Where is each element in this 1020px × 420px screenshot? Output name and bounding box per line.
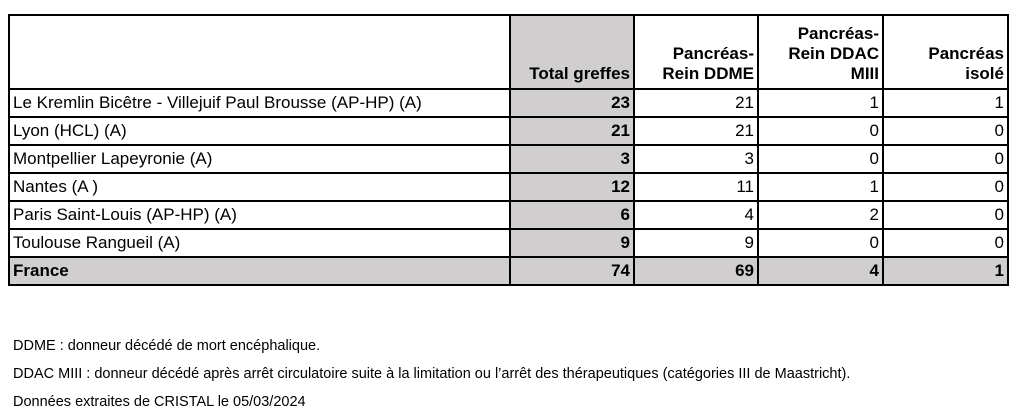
row-total-greffes: 6: [510, 201, 634, 229]
header-pancreas-rein-ddac: [758, 15, 883, 89]
table-row: [9, 229, 1008, 257]
row-pr-ddme: 4: [634, 201, 758, 229]
header-pr-ddac-line1: Pancréas-: [797, 24, 879, 43]
transplant-table: [8, 14, 1009, 286]
row-total-greffes: 21: [510, 117, 634, 145]
header-pr-ddme-line1: Pancréas-: [672, 44, 754, 63]
total-row-total-greffes: 74: [510, 257, 634, 285]
row-pancreas-isole: 0: [883, 201, 1008, 229]
header-total-greffes: Total greffes: [510, 15, 634, 89]
table-row: [9, 145, 1008, 173]
row-center-name: Paris Saint-Louis (AP-HP) (A): [9, 201, 510, 229]
row-pr-ddac: 0: [758, 229, 883, 257]
row-pr-ddac: 1: [758, 173, 883, 201]
row-center-name: Montpellier Lapeyronie (A): [9, 145, 510, 173]
header-pr-ddac-line2: Rein DDAC: [788, 44, 879, 63]
row-center-name: Nantes (A ): [9, 173, 510, 201]
total-row-pr-ddme: 69: [634, 257, 758, 285]
table-row: [9, 117, 1008, 145]
row-center-name: Lyon (HCL) (A): [9, 117, 510, 145]
total-row-pancreas-isole: 1: [883, 257, 1008, 285]
table-row: [9, 89, 1008, 117]
row-pr-ddac: 0: [758, 145, 883, 173]
row-pr-ddme: 21: [634, 117, 758, 145]
row-total-greffes: 12: [510, 173, 634, 201]
table-row: [9, 201, 1008, 229]
row-total-greffes: 23: [510, 89, 634, 117]
note-ddme: DDME : donneur décédé de mort encéphalique.: [13, 338, 321, 354]
row-pr-ddme: 3: [634, 145, 758, 173]
header-pr-ddme-line2: Rein DDME: [662, 64, 754, 83]
row-pancreas-isole: 0: [883, 229, 1008, 257]
row-pr-ddac: 2: [758, 201, 883, 229]
header-pancreas-rein-ddme: [634, 15, 758, 89]
row-pr-ddme: 21: [634, 89, 758, 117]
total-row-pr-ddac: 4: [758, 257, 883, 285]
row-center-name: Toulouse Rangueil (A): [9, 229, 510, 257]
header-pr-ddac-line3: MIII: [850, 64, 879, 83]
row-total-greffes: 3: [510, 145, 634, 173]
note-ddac: DDAC MIII : donneur décédé après arrêt circulatoire suite à la limitation ou l’arrêt des thérapeutiques (catégories III de Maastricht).: [13, 366, 851, 382]
row-pancreas-isole: 1: [883, 89, 1008, 117]
header-pi-line1: Pancréas: [928, 44, 1004, 63]
row-pr-ddac: 0: [758, 117, 883, 145]
header-pi-line2: isolé: [965, 64, 1004, 83]
table-row: [9, 173, 1008, 201]
total-row-name: France: [9, 257, 510, 285]
row-pancreas-isole: 0: [883, 117, 1008, 145]
row-center-name: Le Kremlin Bicêtre - Villejuif Paul Brousse (AP-HP) (A): [9, 89, 510, 117]
row-pancreas-isole: 0: [883, 173, 1008, 201]
table-total-row: [9, 257, 1008, 285]
table-header-row: [9, 15, 1008, 89]
footnotes: [13, 332, 850, 416]
row-pr-ddme: 9: [634, 229, 758, 257]
row-pr-ddme: 11: [634, 173, 758, 201]
row-total-greffes: 9: [510, 229, 634, 257]
row-pr-ddac: 1: [758, 89, 883, 117]
row-pancreas-isole: 0: [883, 145, 1008, 173]
header-label: [9, 15, 510, 89]
header-pancreas-isole: [883, 15, 1008, 89]
note-source: Données extraites de CRISTAL le 05/03/2024: [13, 394, 306, 410]
